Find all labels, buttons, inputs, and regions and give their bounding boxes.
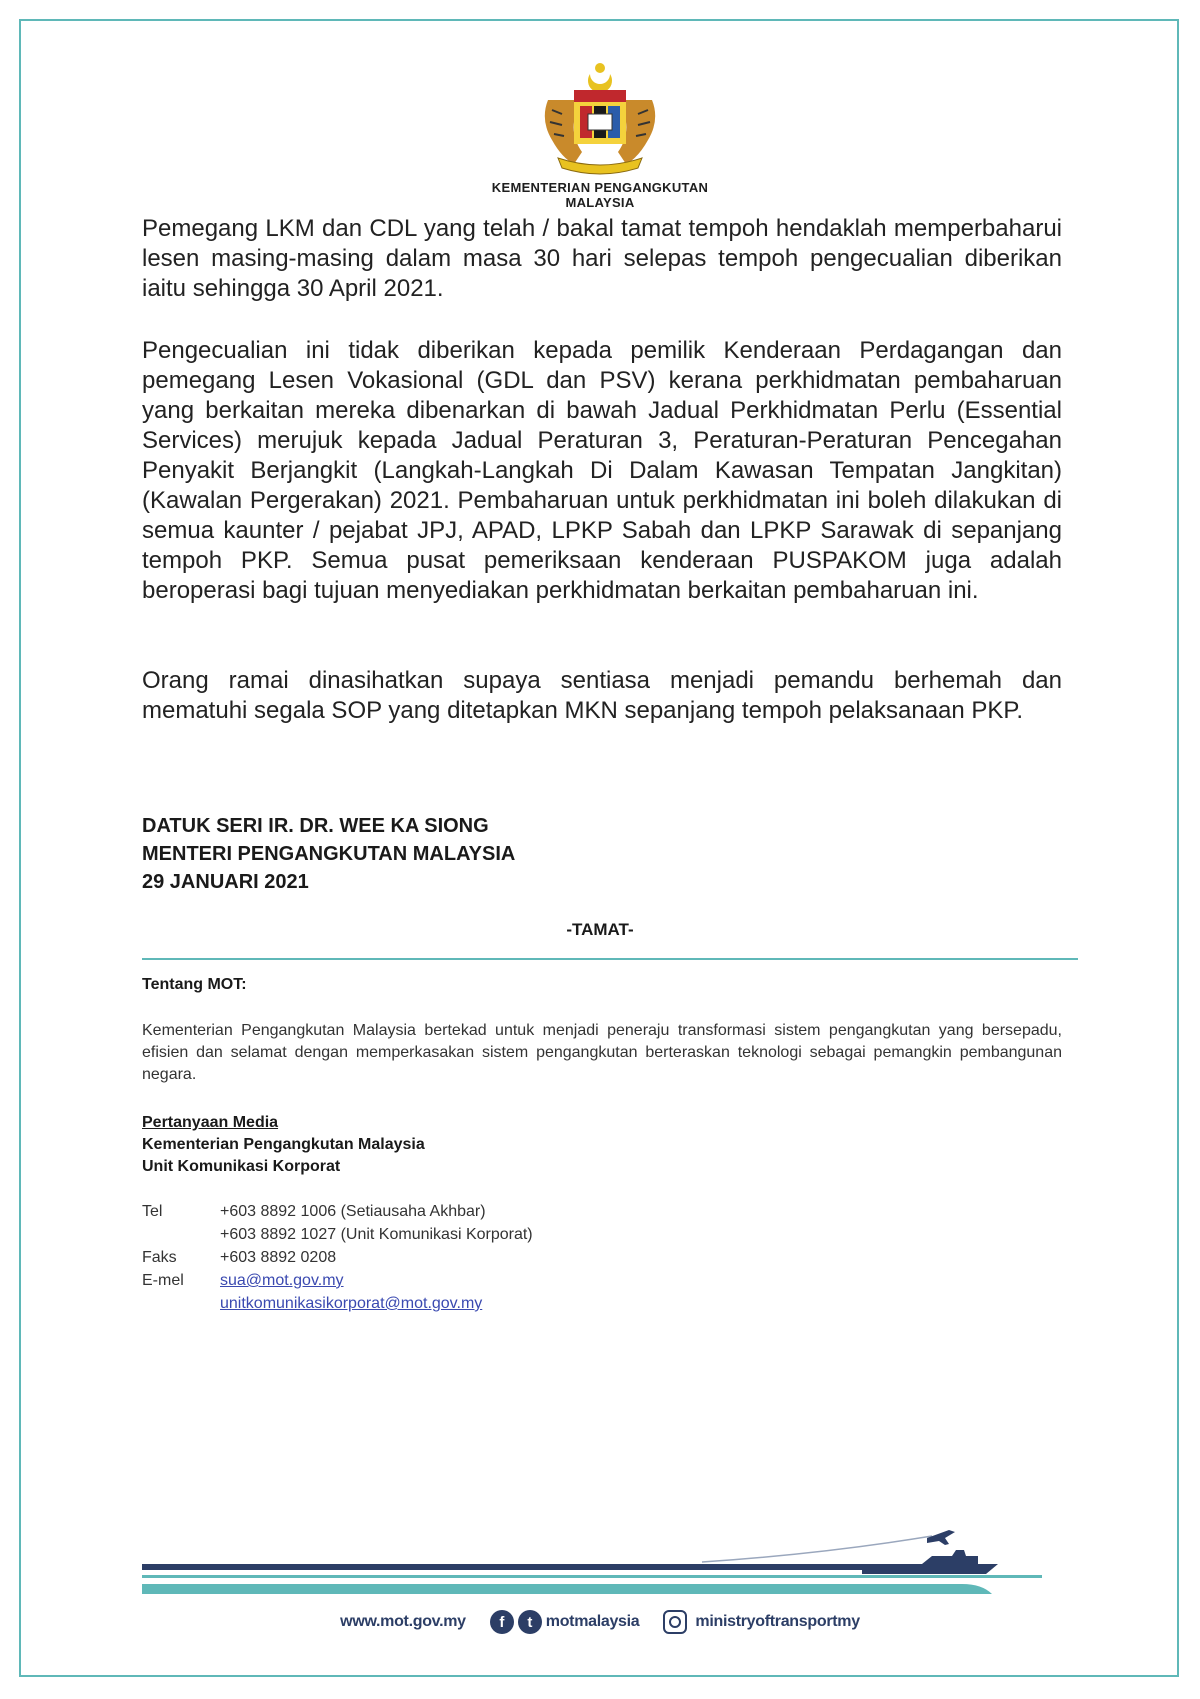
body-paragraph-3: Orang ramai dinasihatkan supaya sentiasa menjadi pemandu berhemah dan mematuhi segala SOP yang ditetapkan MKN sepanjang tempoh pelaksanaan PKP. [142, 667, 1062, 724]
signatory-name: DATUK SERI IR. DR. WEE KA SIONG [142, 815, 489, 837]
train-icon [142, 1584, 992, 1594]
media-org: Kementerian Pengangkutan Malaysia [142, 1136, 425, 1153]
about-text: Kementerian Pengangkutan Malaysia bertekad untuk menjadi peneraju transformasi sistem pengangkutan yang bersepadu, efisien dan selamat dengan memperkasakan sistem pengangkutan berteraskan teknologi sebagai pemangkin pembangunan negara. [142, 1022, 1062, 1083]
website-link[interactable]: www.mot.gov.my [340, 1613, 466, 1630]
contact-row-tel2 [142, 1223, 533, 1246]
ministry-name-line1: KEMENTERIAN PENGANGKUTAN [491, 180, 709, 195]
ship-icon [862, 1550, 998, 1574]
ministry-name [400, 180, 800, 210]
fax-label: Faks [142, 1249, 177, 1266]
email-label: E-mel [142, 1272, 184, 1289]
facebook-icon: f [490, 1610, 514, 1634]
contact-row-fax [142, 1246, 533, 1269]
contact-row-tel [142, 1200, 533, 1223]
divider [142, 958, 1078, 960]
signatory-title: MENTERI PENGANGKUTAN MALAYSIA [142, 843, 516, 865]
twitter-icon: t [518, 1610, 542, 1634]
about-title: Tentang MOT: [142, 976, 247, 993]
tel-label: Tel [142, 1203, 163, 1220]
tel-number-2: +603 8892 1027 (Unit Komunikasi Korporat) [220, 1226, 533, 1243]
fax-number: +603 8892 0208 [220, 1249, 337, 1266]
transport-banner-graphic [142, 1528, 1062, 1600]
ministry-name-line2: MALAYSIA [565, 195, 635, 210]
contact-details [142, 1200, 533, 1315]
signature-date: 29 JANUARI 2021 [142, 871, 309, 893]
contact-row-email [142, 1269, 533, 1292]
coat-of-arms-emblem [528, 60, 672, 184]
instagram-icon [663, 1610, 687, 1634]
airplane-icon [927, 1530, 955, 1545]
instagram-handle[interactable]: ministryoftransportmy [695, 1613, 860, 1630]
media-heading: Pertanyaan Media [142, 1114, 279, 1131]
media-unit: Unit Komunikasi Korporat [142, 1158, 341, 1175]
body-paragraph-1: Pemegang LKM dan CDL yang telah / bakal tamat tempoh hendaklah memperbaharui lesen masing-masing dalam masa 30 hari selepas tempoh pengecualian diberikan iaitu sehingga 30 April 2021. [142, 215, 1062, 302]
footer-bar [0, 1610, 1200, 1634]
email-link-1[interactable]: sua@mot.gov.my [220, 1272, 344, 1289]
body-paragraph-2: Pengecualian ini tidak diberikan kepada pemilik Kenderaan Perdagangan dan pemegang Lesen Vokasional (GDL dan PSV) kerana perkhidmatan pembaharuan yang berkaitan mereka dibenarkan di bawah Jadual Perkhidmatan Perlu (Essential Services) merujuk kepada Jadual Peraturan 3, Peraturan-Peraturan Pencegahan Penyakit Berjangkit (Langkah-Langkah Di Dalam Kawasan Tempatan Jangkitan) (Kawalan Pergerakan) 2021. Pembaharuan untuk perkhidmatan ini boleh dilakukan di semua kaunter / pejabat JPJ, APAD, LPKP Sabah dan LPKP Sarawak di sepanjang tempoh PKP. Semua pusat pemeriksaan kenderaan PUSPAKOM juga adalah beroperasi bagi tujuan menyediakan perkhidmatan berkaitan pembaharuan ini. [142, 337, 1062, 604]
tel-number-1: +603 8892 1006 (Setiausaha Akhbar) [220, 1203, 486, 1220]
contact-row-email2 [142, 1292, 533, 1315]
facebook-twitter-handle[interactable]: motmalaysia [545, 1613, 640, 1630]
signature-block [142, 812, 515, 896]
media-contact-block [142, 1112, 425, 1178]
email-link-2[interactable]: unitkomunikasikorporat@mot.gov.my [220, 1295, 483, 1312]
end-marker: -TAMAT- [566, 920, 634, 939]
